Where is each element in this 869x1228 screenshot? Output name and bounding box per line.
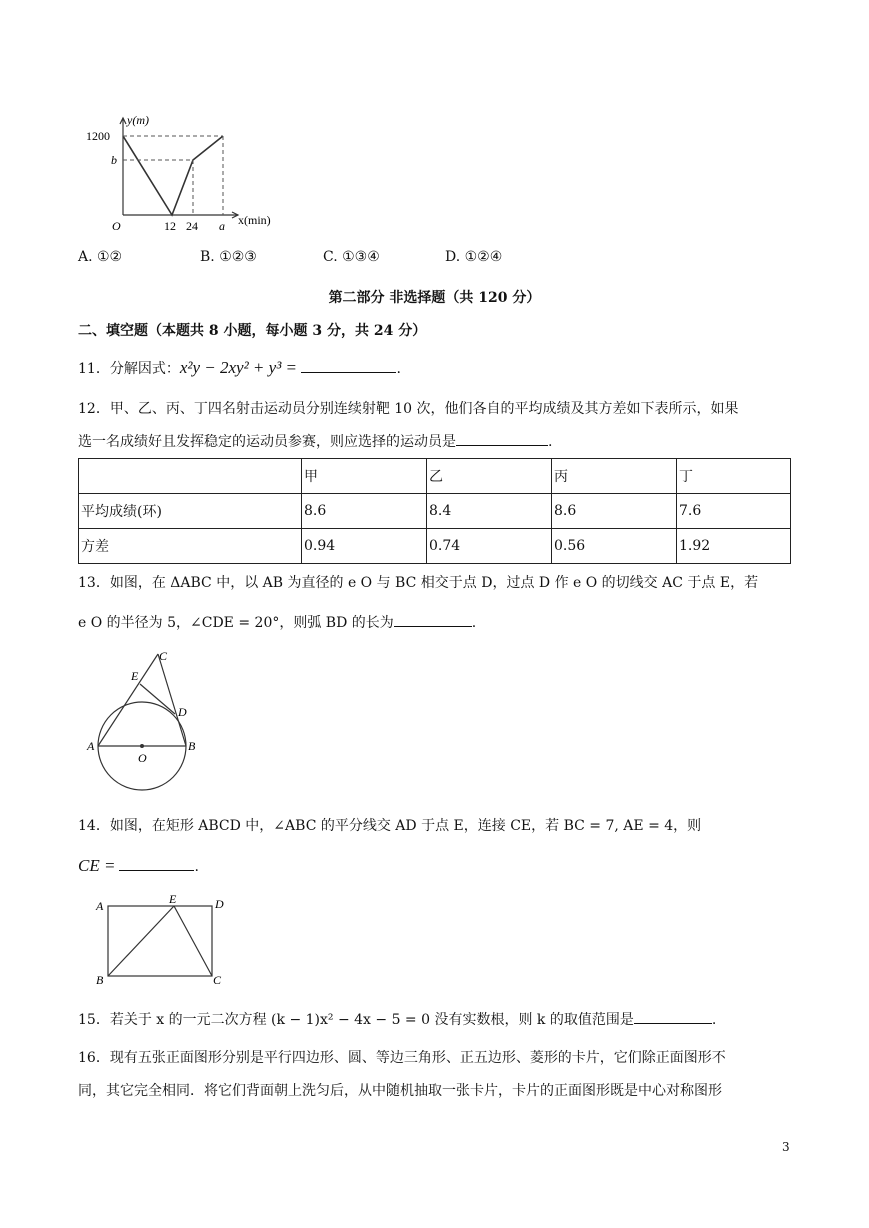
label-e: E	[169, 892, 177, 906]
q10-option-c: C. ①③④	[323, 249, 380, 265]
label-o: O	[138, 751, 147, 765]
part2-title: 第二部分 非选择题（共 120 分）	[328, 290, 541, 306]
label-c: C	[159, 649, 168, 663]
graph-line	[123, 136, 223, 215]
q11-answer-blank[interactable]	[301, 358, 396, 373]
y-tick-1200: 1200	[86, 129, 110, 143]
q13-line-2-text: e O 的半径为 5，∠CDE = 20°，则弧 BD 的长为	[78, 615, 394, 631]
x-tick-a: a	[219, 219, 225, 233]
q11-text: 分解因式：	[109, 361, 180, 377]
q15-answer-blank[interactable]	[634, 1009, 712, 1024]
q13-answer-blank[interactable]	[394, 612, 472, 627]
label-d: D	[178, 705, 187, 719]
x-axis-label: x(min)	[238, 213, 271, 227]
q11-number: 11．	[78, 361, 110, 377]
label-c: C	[213, 973, 222, 987]
q10-option-a: A. ①②	[78, 249, 123, 265]
label-d: D	[215, 897, 224, 911]
table-cell: 1.92	[677, 529, 791, 564]
q10-option-d: D. ①②④	[445, 249, 503, 265]
q14-rectangle-figure	[92, 890, 237, 990]
table-header-jia: 甲	[302, 459, 427, 494]
table-cell: 8.4	[427, 494, 552, 529]
label-a: A	[96, 899, 104, 913]
q14-answer-blank[interactable]	[119, 856, 194, 871]
label-a: A	[87, 739, 95, 753]
q12-score-table	[78, 458, 791, 564]
q13-line-2: e O 的半径为 5，∠CDE = 20°，则弧 BD 的长为 .	[78, 612, 476, 632]
table-cell: 8.6	[552, 494, 677, 529]
table-header-yi: 乙	[427, 459, 552, 494]
q10-option-b: B. ①②③	[200, 249, 257, 265]
x-tick-24: 24	[186, 219, 198, 233]
x-tick-12: 12	[164, 219, 176, 233]
q13-line-1: 13．如图，在 ΔABC 中，以 AB 为直径的 e O 与 BC 相交于点 D，过点 D 作 e O 的切线交 AC 于点 E，若	[78, 575, 759, 591]
label-b: B	[96, 973, 104, 987]
q10-distance-time-graph	[78, 110, 288, 235]
origin-label: O	[112, 219, 121, 233]
q14-line-2-text: CE =	[78, 856, 116, 875]
table-header-ding: 丁	[677, 459, 791, 494]
y-tick-b: b	[111, 153, 117, 167]
table-row	[79, 494, 791, 529]
q11-expression: x²y − 2xy² + y³ =	[179, 358, 298, 377]
table-cell: 平均成绩(环)	[79, 494, 302, 529]
q16-line-1: 16．现有五张正面图形分别是平行四边形、圆、等边三角形、正五边形、菱形的卡片，它们除正面图形不	[78, 1050, 726, 1066]
q12-line-1: 12．甲、乙、丙、丁四名射击运动员分别连续射靶 10 次，他们各自的平均成绩及其方差如下表所示，如果	[78, 401, 739, 417]
y-axis-label: y(m)	[127, 113, 149, 127]
page-number: 3	[782, 1140, 790, 1154]
table-cell: 0.74	[427, 529, 552, 564]
table-cell: 8.6	[302, 494, 427, 529]
label-e: E	[131, 669, 139, 683]
q12-line-2: 选一名成绩好且发挥稳定的运动员参赛，则应选择的运动员是 .	[78, 431, 552, 451]
label-b: B	[188, 739, 196, 753]
q14-line-1: 14．如图，在矩形 ABCD 中，∠ABC 的平分线交 AD 于点 E，连接 CE，若 BC = 7, AE = 4，则	[78, 818, 702, 834]
table-cell	[79, 459, 302, 494]
q15-text: 15．若关于 x 的一元二次方程 (k − 1)x² − 4x − 5 = 0 没有实数根，则 k 的取值范围是	[78, 1012, 634, 1028]
q13-circle-figure	[80, 648, 210, 796]
q12-line-2-text: 选一名成绩好且发挥稳定的运动员参赛，则应选择的运动员是	[78, 434, 456, 450]
q12-answer-blank[interactable]	[456, 431, 548, 446]
table-cell: 方差	[79, 529, 302, 564]
q14-line-2: CE = .	[78, 856, 199, 875]
table-cell: 0.94	[302, 529, 427, 564]
table-cell: 7.6	[677, 494, 791, 529]
q16-line-2: 同，其它完全相同．将它们背面朝上洗匀后，从中随机抽取一张卡片，卡片的正面图形既是中心对称图形	[78, 1083, 722, 1099]
table-header-row	[79, 459, 791, 494]
table-header-bing: 丙	[552, 459, 677, 494]
table-row	[79, 529, 791, 564]
question-15: 15．若关于 x 的一元二次方程 (k − 1)x² − 4x − 5 = 0 没有实数根，则 k 的取值范围是 .	[78, 1009, 716, 1029]
section2-heading: 二、填空题（本题共 8 小题，每小题 3 分，共 24 分）	[78, 323, 427, 339]
table-cell: 0.56	[552, 529, 677, 564]
question-11: 11．分解因式：x²y − 2xy² + y³ = .	[78, 358, 401, 377]
